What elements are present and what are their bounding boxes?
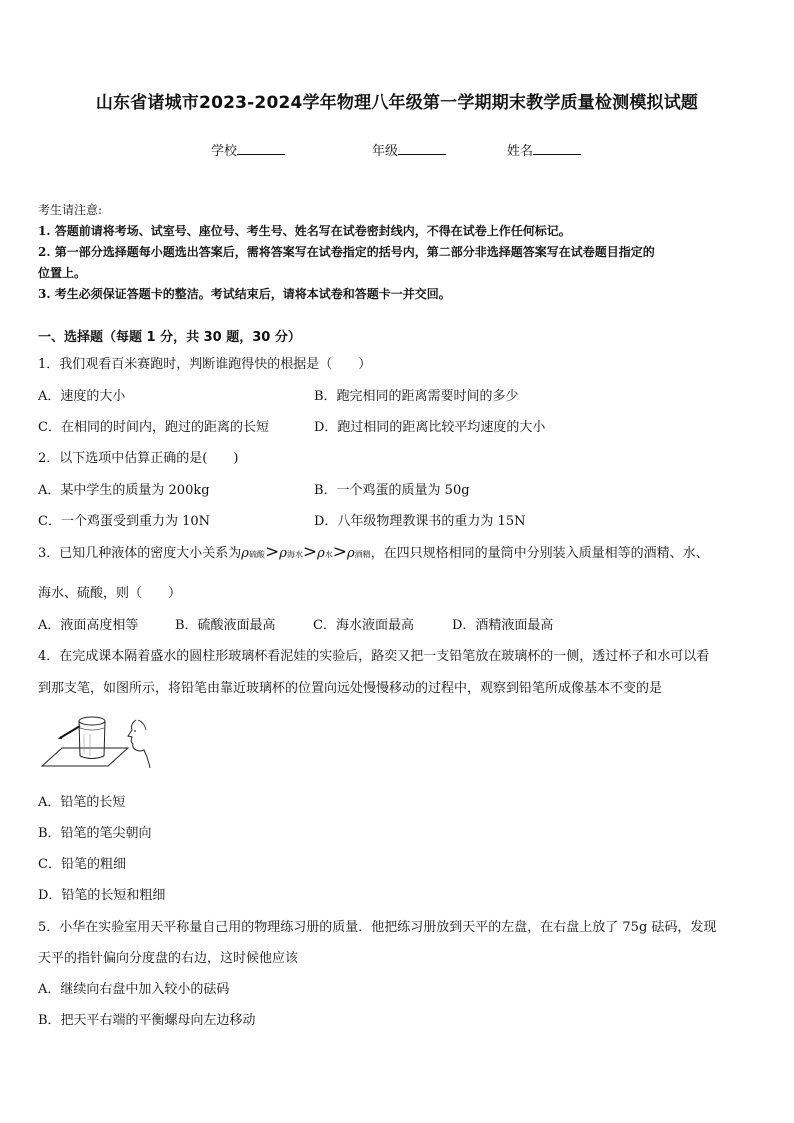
q5-option-a: A．继续向右盘中加入较小的砝码	[38, 982, 230, 997]
page-title: 山东省诸城市2023-2024学年物理八年级第一学期期末教学质量检测模拟试题	[95, 93, 699, 113]
q2-option-b: B．一个鸡蛋的质量为 50g	[314, 483, 470, 498]
gt-symbol: >	[302, 542, 318, 562]
rho-sub-4: 酒精	[354, 550, 371, 559]
grade-field	[372, 140, 446, 159]
q3-option-d: D．酒精液面最高	[452, 618, 554, 633]
q1-option-c: C．在相同的时间内，跑过的距离的长短	[38, 420, 269, 435]
grade-blank	[398, 142, 446, 155]
name-blank	[533, 142, 581, 155]
q3-stem-post: ，在四只规格相同的量筒中分别装入质量相等的酒精、水、	[370, 546, 709, 561]
q1-option-a: A．速度的大小	[38, 389, 126, 404]
glass-pencil-figure	[40, 712, 156, 772]
glass-pencil-illustration	[40, 712, 156, 772]
rho-symbol: ρ	[241, 546, 249, 561]
school-field	[211, 140, 285, 159]
rho-sub-3: 水	[324, 550, 333, 559]
rho-symbol: ρ	[279, 546, 287, 561]
notice-item-3: 3. 考生必须保证答题卡的整洁。考试结束后，请将本试卷和答题卡一并交回。	[38, 287, 451, 301]
q4-option-c: C．铅笔的粗细	[38, 857, 126, 872]
q3-stem	[38, 542, 760, 562]
q4-stem-cont: 到那支笔，如图所示，将铅笔由靠近玻璃杯的位置向远处慢慢移动的过程中，观察到铅笔所成像基本不变的是	[38, 681, 663, 696]
q3-stem-pre: 3．已知几种液体的密度大小关系为	[38, 546, 242, 561]
school-blank	[237, 142, 285, 155]
gt-symbol: >	[332, 542, 347, 562]
q4-option-a: A．铅笔的长短	[38, 795, 126, 810]
q3-option-b: B．硫酸液面最高	[175, 618, 276, 633]
q1-option-d: D．跑过相同的距离比较平均速度的大小	[314, 420, 546, 435]
q1-stem: 1．我们观看百米赛跑时，判断谁跑得快的根据是（ ）	[38, 357, 372, 372]
q2-option-d: D．八年级物理教课书的重力为 15N	[314, 514, 526, 529]
section-heading: 一、选择题（每题 1 分，共 30 题，30 分）	[38, 330, 301, 345]
notice-block	[38, 200, 758, 305]
notice-item-2-cont: 位置上。	[38, 266, 87, 280]
school-label: 学校	[211, 144, 238, 159]
notice-heading: 考生请注意:	[38, 203, 103, 217]
q4-option-d: D．铅笔的长短和粗细	[38, 888, 166, 903]
grade-label: 年级	[372, 144, 399, 159]
q3-stem-cont: 海水、硫酸，则（ ）	[38, 586, 182, 601]
q5-option-b: B．把天平右端的平衡螺母向左边移动	[38, 1013, 256, 1028]
q3-option-a: A．液面高度相等	[38, 618, 139, 633]
q4-stem: 4．在完成课本隔着盛水的圆柱形玻璃杯看泥娃的实验后，路奕又把一支铅笔放在玻璃杯的一侧，透过杯子和水可以看	[38, 649, 710, 664]
q3-option-c: C．海水液面最高	[313, 618, 414, 633]
notice-item-2: 2. 第一部分选择题每小题选出答案后，需将答案写在试卷指定的括号内，第二部分非选择题答案写在试卷题目指定的	[38, 245, 655, 259]
q2-stem: 2．以下选项中估算正确的是( )	[38, 451, 239, 466]
rho-sub-2: 海水	[286, 550, 303, 559]
name-label: 姓名	[507, 144, 534, 159]
q4-option-b: B．铅笔的笔尖朝向	[38, 826, 152, 841]
q2-option-c: C．一个鸡蛋受到重力为 10N	[38, 514, 210, 529]
gt-symbol: >	[264, 542, 280, 562]
rho-sub-1: 硫酸	[248, 550, 265, 559]
notice-item-1: 1. 答题前请将考场、试室号、座位号、考生号、姓名写在试卷密封线内，不得在试卷上作任何标记。	[38, 224, 571, 238]
rho-symbol: ρ	[317, 546, 325, 561]
name-field	[507, 140, 581, 159]
q3-density-relation	[241, 542, 371, 562]
q1-option-b: B．跑完相同的距离需要时间的多少	[314, 389, 519, 404]
q2-option-a: A．某中学生的质量为 200kg	[38, 483, 210, 498]
q5-stem: 5．小华在实验室用天平称量自己用的物理练习册的质量．他把练习册放到天平的左盘，在右盘上放了 75g 砝码，发现	[38, 920, 717, 935]
q5-stem-cont: 天平的指针偏向分度盘的右边，这时候他应该	[38, 951, 299, 966]
rho-symbol: ρ	[347, 546, 355, 561]
